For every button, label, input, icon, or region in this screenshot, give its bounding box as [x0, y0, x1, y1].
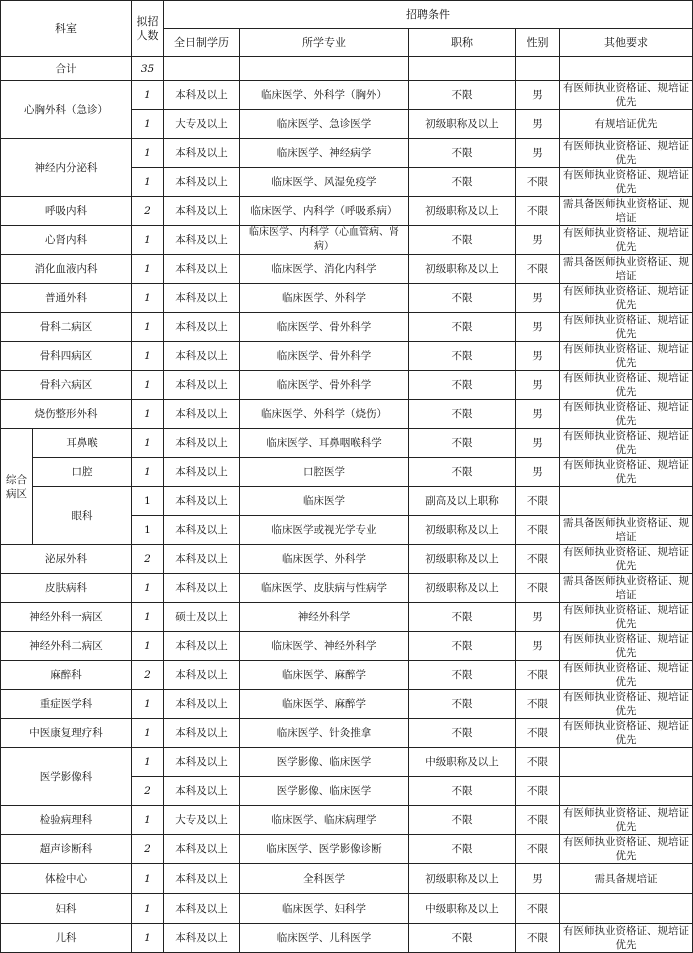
count-cell: 1	[132, 226, 164, 255]
edu-cell: 本科及以上	[164, 168, 240, 197]
other-cell: 有医师执业资格证、规培证优先	[560, 81, 693, 110]
other-cell: 需具备医师执业资格证、规培证	[560, 255, 693, 284]
gender-cell: 男	[516, 371, 560, 400]
edu-cell: 本科及以上	[164, 400, 240, 429]
count-cell: 1	[132, 864, 164, 894]
edu-cell: 本科及以上	[164, 342, 240, 371]
table-row	[1, 894, 693, 924]
title-cell: 不限	[409, 603, 516, 632]
major-cell: 临床医学、医学影像诊断	[240, 835, 409, 864]
edu-cell: 本科及以上	[164, 516, 240, 545]
major-cell: 临床医学、骨外科学	[240, 313, 409, 342]
edu-cell: 本科及以上	[164, 371, 240, 400]
gender-cell: 不限	[516, 545, 560, 574]
edu-cell: 本科及以上	[164, 574, 240, 603]
table-row	[1, 574, 693, 603]
dept-cell: 泌尿外科	[1, 545, 132, 574]
count-cell: 1	[132, 690, 164, 719]
other-cell: 需具备规培证	[560, 864, 693, 894]
other-cell: 需具备医师执业资格证、规培证	[560, 197, 693, 226]
total-count: 35	[132, 57, 164, 81]
gender-cell: 男	[516, 342, 560, 371]
header-title: 职称	[409, 29, 516, 57]
count-cell: 1	[132, 516, 164, 545]
major-cell: 神经外科学	[240, 603, 409, 632]
title-cell: 不限	[409, 458, 516, 487]
title-cell: 中级职称及以上	[409, 894, 516, 924]
gender-cell: 男	[516, 632, 560, 661]
title-cell: 不限	[409, 226, 516, 255]
gender-cell: 男	[516, 603, 560, 632]
major-cell: 临床医学、妇科学	[240, 894, 409, 924]
count-cell: 1	[132, 255, 164, 284]
edu-cell: 本科及以上	[164, 545, 240, 574]
table-row	[1, 197, 693, 226]
edu-cell: 本科及以上	[164, 777, 240, 806]
edu-cell: 硕士及以上	[164, 603, 240, 632]
count-cell: 1	[132, 81, 164, 110]
title-cell: 不限	[409, 371, 516, 400]
gender-cell: 不限	[516, 924, 560, 953]
table-row	[1, 458, 693, 487]
count-cell: 2	[132, 197, 164, 226]
count-cell: 1	[132, 632, 164, 661]
major-cell: 临床医学、消化内科学	[240, 255, 409, 284]
header-major: 所学专业	[240, 29, 409, 57]
edu-cell: 本科及以上	[164, 255, 240, 284]
dept-cell: 骨科四病区	[1, 342, 132, 371]
table-row	[1, 226, 693, 255]
edu-cell: 本科及以上	[164, 284, 240, 313]
table-row	[1, 255, 693, 284]
major-cell: 临床医学、外科学	[240, 545, 409, 574]
title-cell: 不限	[409, 284, 516, 313]
table-row	[1, 400, 693, 429]
total-label: 合计	[1, 57, 132, 81]
other-cell: 有医师执业资格证、规培证优先	[560, 545, 693, 574]
edu-cell: 本科及以上	[164, 429, 240, 458]
gender-cell: 男	[516, 458, 560, 487]
count-cell: 1	[132, 110, 164, 139]
dept-cell: 消化血液内科	[1, 255, 132, 284]
dept-cell: 骨科二病区	[1, 313, 132, 342]
edu-cell: 本科及以上	[164, 81, 240, 110]
major-cell: 临床医学、麻醉学	[240, 661, 409, 690]
gender-cell: 不限	[516, 516, 560, 545]
count-cell: 1	[132, 487, 164, 516]
count-cell: 1	[132, 574, 164, 603]
edu-cell: 本科及以上	[164, 197, 240, 226]
count-cell: 1	[132, 139, 164, 168]
table-row	[1, 632, 693, 661]
count-cell: 1	[132, 748, 164, 777]
gender-cell: 不限	[516, 690, 560, 719]
dept-cell: 心胸外科（急诊）	[1, 81, 132, 139]
title-cell: 不限	[409, 400, 516, 429]
gender-cell: 不限	[516, 197, 560, 226]
sub-dept-cell: 眼科	[33, 487, 132, 545]
other-cell	[560, 487, 693, 516]
table-row	[1, 835, 693, 864]
title-cell: 初级职称及以上	[409, 255, 516, 284]
title-cell: 中级职称及以上	[409, 748, 516, 777]
dept-cell: 骨科六病区	[1, 371, 132, 400]
gender-cell: 不限	[516, 661, 560, 690]
other-cell	[560, 777, 693, 806]
other-cell: 有医师执业资格证、规培证优先	[560, 458, 693, 487]
edu-cell: 本科及以上	[164, 864, 240, 894]
gender-cell: 男	[516, 139, 560, 168]
other-cell: 有规培证优先	[560, 110, 693, 139]
dept-cell: 神经外科一病区	[1, 603, 132, 632]
major-cell: 临床医学、儿科医学	[240, 924, 409, 953]
gender-cell: 男	[516, 226, 560, 255]
table-row	[1, 429, 693, 458]
major-cell: 医学影像、临床医学	[240, 748, 409, 777]
other-cell: 有医师执业资格证、规培证优先	[560, 371, 693, 400]
count-cell: 2	[132, 661, 164, 690]
title-cell: 不限	[409, 168, 516, 197]
count-cell: 2	[132, 545, 164, 574]
title-cell: 初级职称及以上	[409, 574, 516, 603]
major-cell: 临床医学、骨外科学	[240, 342, 409, 371]
total-title	[409, 57, 516, 81]
title-cell: 不限	[409, 690, 516, 719]
header-row-1	[1, 1, 693, 29]
table-row	[1, 487, 693, 516]
header-education: 全日制学历	[164, 29, 240, 57]
gender-cell: 不限	[516, 168, 560, 197]
other-cell: 有医师执业资格证、规培证优先	[560, 284, 693, 313]
major-cell: 全科医学	[240, 864, 409, 894]
other-cell: 有医师执业资格证、规培证优先	[560, 226, 693, 255]
edu-cell: 本科及以上	[164, 313, 240, 342]
table-row	[1, 690, 693, 719]
table-row	[1, 342, 693, 371]
major-cell: 临床医学、内科学（呼吸系病）	[240, 197, 409, 226]
edu-cell: 大专及以上	[164, 110, 240, 139]
major-cell: 临床医学、麻醉学	[240, 690, 409, 719]
total-row	[1, 57, 693, 81]
other-cell: 有医师执业资格证、规培证优先	[560, 429, 693, 458]
other-cell: 有医师执业资格证、规培证优先	[560, 690, 693, 719]
dept-cell: 重症医学科	[1, 690, 132, 719]
dept-cell: 普通外科	[1, 284, 132, 313]
title-cell: 不限	[409, 777, 516, 806]
other-cell: 需具备医师执业资格证、规培证	[560, 574, 693, 603]
major-cell: 临床医学、骨外科学	[240, 371, 409, 400]
title-cell: 不限	[409, 429, 516, 458]
count-cell: 1	[132, 284, 164, 313]
gender-cell: 不限	[516, 487, 560, 516]
title-cell: 不限	[409, 835, 516, 864]
dept-cell: 中医康复理疗科	[1, 719, 132, 748]
count-cell: 2	[132, 835, 164, 864]
header-gender: 性别	[516, 29, 560, 57]
gender-cell: 男	[516, 864, 560, 894]
dept-cell: 皮肤病科	[1, 574, 132, 603]
table-row	[1, 139, 693, 168]
dept-cell: 超声诊断科	[1, 835, 132, 864]
group-cell: 综合病区	[1, 429, 33, 545]
sub-dept-cell: 耳鼻喉	[33, 429, 132, 458]
edu-cell: 本科及以上	[164, 458, 240, 487]
major-cell: 临床医学、临床病理学	[240, 806, 409, 835]
title-cell: 不限	[409, 924, 516, 953]
edu-cell: 本科及以上	[164, 835, 240, 864]
count-cell: 1	[132, 719, 164, 748]
gender-cell: 不限	[516, 574, 560, 603]
major-cell: 临床医学、耳鼻咽喉科学	[240, 429, 409, 458]
title-cell: 不限	[409, 632, 516, 661]
dept-cell: 妇科	[1, 894, 132, 924]
gender-cell: 男	[516, 429, 560, 458]
other-cell: 有医师执业资格证、规培证优先	[560, 168, 693, 197]
major-cell: 临床医学或视光学专业	[240, 516, 409, 545]
other-cell: 有医师执业资格证、规培证优先	[560, 661, 693, 690]
edu-cell: 本科及以上	[164, 226, 240, 255]
header-conditions: 招聘条件	[164, 1, 693, 29]
table-row	[1, 748, 693, 777]
edu-cell: 本科及以上	[164, 487, 240, 516]
table-row	[1, 603, 693, 632]
edu-cell: 本科及以上	[164, 924, 240, 953]
title-cell: 不限	[409, 139, 516, 168]
dept-cell: 神经内分泌科	[1, 139, 132, 197]
other-cell	[560, 894, 693, 924]
count-cell: 1	[132, 603, 164, 632]
major-cell: 临床医学、风湿免疫学	[240, 168, 409, 197]
major-cell: 医学影像、临床医学	[240, 777, 409, 806]
total-edu	[164, 57, 240, 81]
table-row	[1, 806, 693, 835]
edu-cell: 本科及以上	[164, 661, 240, 690]
other-cell: 有医师执业资格证、规培证优先	[560, 342, 693, 371]
edu-cell: 本科及以上	[164, 690, 240, 719]
table-row	[1, 313, 693, 342]
total-other	[560, 57, 693, 81]
table-row	[1, 81, 693, 110]
count-cell: 1	[132, 313, 164, 342]
sub-dept-cell: 口腔	[33, 458, 132, 487]
dept-cell: 神经外科二病区	[1, 632, 132, 661]
title-cell: 初级职称及以上	[409, 864, 516, 894]
count-cell: 2	[132, 777, 164, 806]
gender-cell: 不限	[516, 835, 560, 864]
gender-cell: 不限	[516, 748, 560, 777]
major-cell: 临床医学、神经病学	[240, 139, 409, 168]
title-cell: 不限	[409, 81, 516, 110]
other-cell: 有医师执业资格证、规培证优先	[560, 924, 693, 953]
count-cell: 1	[132, 458, 164, 487]
header-other: 其他要求	[560, 29, 693, 57]
table-row	[1, 284, 693, 313]
count-cell: 1	[132, 429, 164, 458]
other-cell: 有医师执业资格证、规培证优先	[560, 806, 693, 835]
major-cell: 口腔医学	[240, 458, 409, 487]
title-cell: 初级职称及以上	[409, 110, 516, 139]
dept-cell: 儿科	[1, 924, 132, 953]
gender-cell: 不限	[516, 806, 560, 835]
title-cell: 不限	[409, 342, 516, 371]
other-cell: 有医师执业资格证、规培证优先	[560, 632, 693, 661]
gender-cell: 不限	[516, 255, 560, 284]
other-cell: 需具备医师执业资格证、规培证	[560, 516, 693, 545]
edu-cell: 本科及以上	[164, 894, 240, 924]
count-cell: 1	[132, 894, 164, 924]
table-row	[1, 924, 693, 953]
dept-cell: 麻醉科	[1, 661, 132, 690]
dept-cell: 检验病理科	[1, 806, 132, 835]
other-cell	[560, 748, 693, 777]
gender-cell: 男	[516, 400, 560, 429]
major-cell: 临床医学、内科学（心血管病、肾病）	[240, 226, 409, 255]
other-cell: 有医师执业资格证、规培证优先	[560, 313, 693, 342]
gender-cell: 男	[516, 313, 560, 342]
edu-cell: 本科及以上	[164, 139, 240, 168]
dept-cell: 心肾内科	[1, 226, 132, 255]
major-cell: 临床医学	[240, 487, 409, 516]
total-gender	[516, 57, 560, 81]
title-cell: 不限	[409, 313, 516, 342]
table-row	[1, 545, 693, 574]
major-cell: 临床医学、皮肤病与性病学	[240, 574, 409, 603]
other-cell: 有医师执业资格证、规培证优先	[560, 835, 693, 864]
major-cell: 临床医学、外科学（烧伤）	[240, 400, 409, 429]
title-cell: 不限	[409, 661, 516, 690]
gender-cell: 不限	[516, 777, 560, 806]
other-cell: 有医师执业资格证、规培证优先	[560, 719, 693, 748]
other-cell: 有医师执业资格证、规培证优先	[560, 603, 693, 632]
edu-cell: 本科及以上	[164, 748, 240, 777]
table-row	[1, 719, 693, 748]
dept-cell: 烧伤整形外科	[1, 400, 132, 429]
count-cell: 1	[132, 924, 164, 953]
header-department: 科室	[1, 1, 132, 57]
title-cell: 不限	[409, 806, 516, 835]
dept-cell: 体检中心	[1, 864, 132, 894]
count-cell: 1	[132, 168, 164, 197]
title-cell: 初级职称及以上	[409, 516, 516, 545]
count-cell: 1	[132, 400, 164, 429]
major-cell: 临床医学、外科学（胸外）	[240, 81, 409, 110]
total-major	[240, 57, 409, 81]
title-cell: 副高及以上职称	[409, 487, 516, 516]
gender-cell: 不限	[516, 719, 560, 748]
major-cell: 临床医学、急诊医学	[240, 110, 409, 139]
count-cell: 1	[132, 806, 164, 835]
count-cell: 1	[132, 371, 164, 400]
edu-cell: 大专及以上	[164, 806, 240, 835]
gender-cell: 不限	[516, 894, 560, 924]
dept-cell: 呼吸内科	[1, 197, 132, 226]
edu-cell: 本科及以上	[164, 719, 240, 748]
title-cell: 不限	[409, 719, 516, 748]
header-planned-count: 拟招人数	[132, 1, 164, 57]
count-cell: 1	[132, 342, 164, 371]
title-cell: 初级职称及以上	[409, 545, 516, 574]
other-cell: 有医师执业资格证、规培证优先	[560, 400, 693, 429]
major-cell: 临床医学、神经外科学	[240, 632, 409, 661]
gender-cell: 男	[516, 284, 560, 313]
major-cell: 临床医学、外科学	[240, 284, 409, 313]
title-cell: 初级职称及以上	[409, 197, 516, 226]
table-row	[1, 371, 693, 400]
major-cell: 临床医学、针灸推拿	[240, 719, 409, 748]
gender-cell: 男	[516, 110, 560, 139]
other-cell: 有医师执业资格证、规培证优先	[560, 139, 693, 168]
edu-cell: 本科及以上	[164, 632, 240, 661]
dept-cell: 医学影像科	[1, 748, 132, 806]
gender-cell: 男	[516, 81, 560, 110]
table-row	[1, 661, 693, 690]
table-row	[1, 864, 693, 894]
